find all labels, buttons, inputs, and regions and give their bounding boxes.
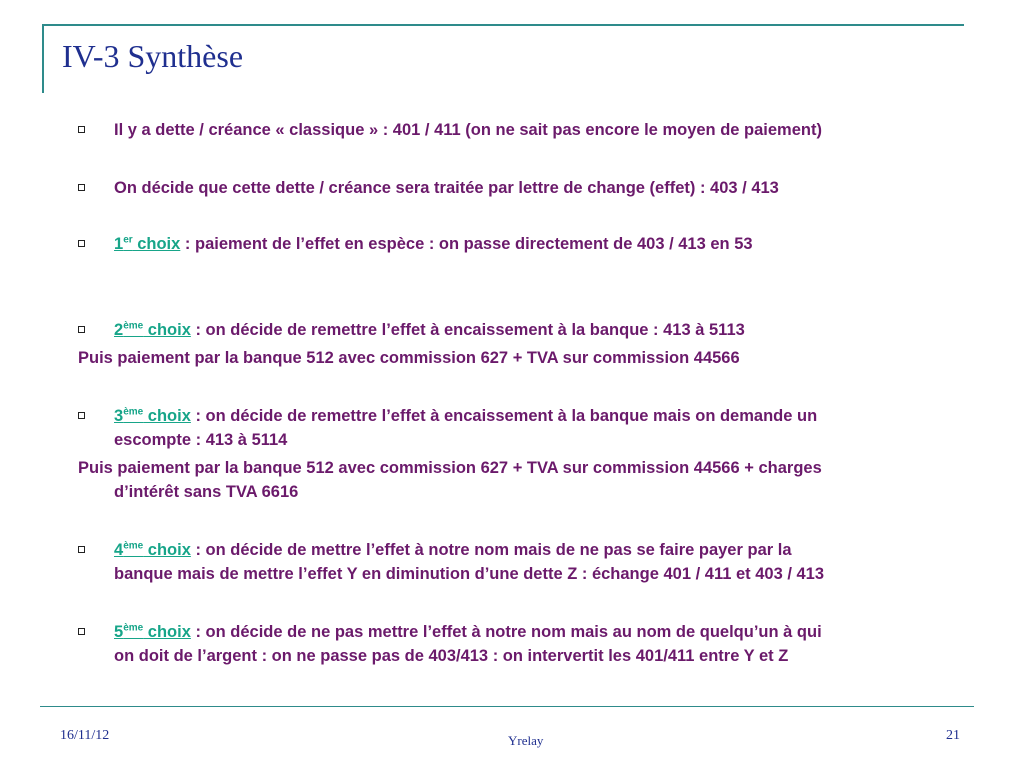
footer-date: 16/11/12 [60,728,110,743]
square-bullet-icon [78,326,85,333]
bullet-text: 5ème choix : on décide de ne pas mettre l’effet à notre nom mais au nom de quelqu’un à qui on doit de l’argent : on ne passe pas de 403/413 : on intervertit les 401/411 entre Y et Z [114,622,822,665]
slide-title: IV-3 Synthèse [62,38,244,74]
bullet-text: 2ème choix : on décide de remettre l’effet à encaissement à la banque : 413 à 5113 [114,320,745,339]
bullet-text: 3ème choix : on décide de remettre l’effet à encaissement à la banque mais on demande un escompte : 413 à 5114 [114,406,818,449]
bullet-text: 1er choix : paiement de l’effet en espèce : on passe directement de 403 / 413 en 53 [114,234,753,253]
bullet-text: 4ème choix : on décide de mettre l’effet à notre nom mais de ne pas se faire payer par la banque mais de mettre l’effet Y en diminution d’une dette Z : échange 401 / 411 et 403 / 413 [114,540,825,583]
choice-link-5[interactable]: 5ème choix [114,622,191,641]
plain-text-block: Puis paiement par la banque 512 avec commission 627 + TVA sur commission 44566 + charges d’intérêt sans TVA 6616 [78,459,822,501]
page-number: 21 [946,728,960,743]
square-bullet-icon [78,628,85,635]
choice-link-2[interactable]: 2ème choix [114,320,191,339]
bullet-text: On décide que cette dette / créance sera traitée par lettre de change (effet) : 403 / 413 [114,179,779,197]
bullet-text: Il y a dette / créance « classique » : 401 / 411 (on ne sait pas encore le moyen de paiement) [114,121,822,139]
footer-rule [40,706,974,707]
square-bullet-icon [78,184,85,191]
square-bullet-icon [78,412,85,419]
choice-link-3[interactable]: 3ème choix [114,406,191,425]
square-bullet-icon [78,546,85,553]
plain-text-line: Puis paiement par la banque 512 avec commission 627 + TVA sur commission 44566 [78,349,740,367]
square-bullet-icon [78,126,85,133]
square-bullet-icon [78,240,85,247]
choice-link-1[interactable]: 1er choix [114,234,181,253]
choice-link-4[interactable]: 4ème choix [114,540,191,559]
footer-author: Yrelay [508,733,544,748]
